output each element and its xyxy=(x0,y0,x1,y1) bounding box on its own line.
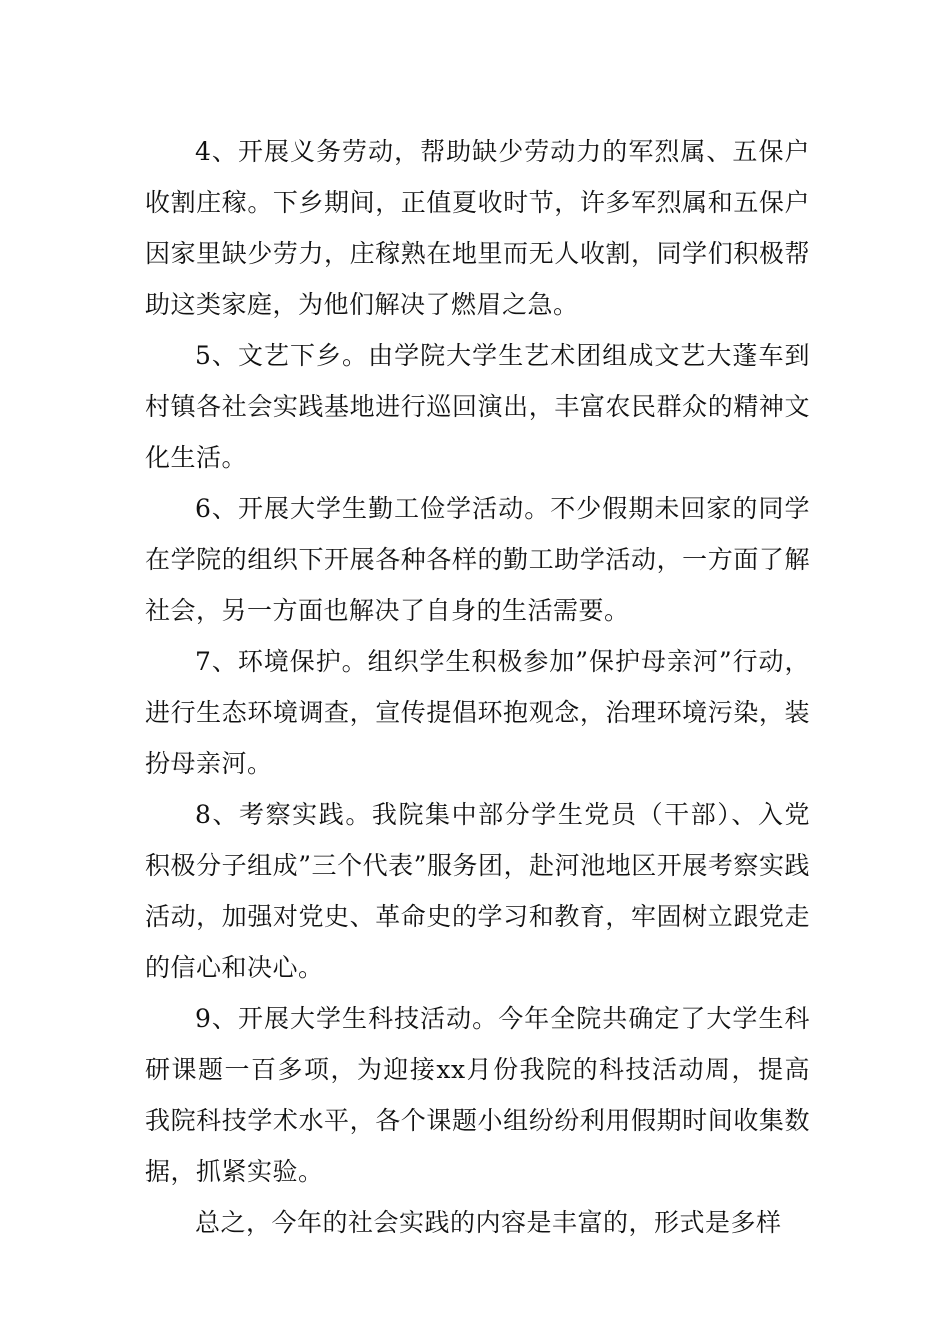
paragraph-item-5: 5、文艺下乡。由学院大学生艺术团组成文艺大蓬车到村镇各社会实践基地进行巡回演出，丰富农民群众的精神文化生活。 xyxy=(145,341,810,472)
paragraph-item-9: 9、开展大学生科技活动。今年全院共确定了大学生科研课题一百多项，为迎接xx月份我院的科技活动周，提高我院科技学术水平，各个课题小组纷纷利用假期时间收集数据，抓紧实验。 xyxy=(145,1004,810,1186)
paragraph-item-4: 4、开展义务劳动，帮助缺少劳动力的军烈属、五保户收割庄稼。下乡期间，正值夏收时节，许多军烈属和五保户因家里缺少劳力，庄稼熟在地里而无人收割，同学们积极帮助这类家庭，为他们解决了燃眉之急。 xyxy=(145,137,810,319)
document-body xyxy=(145,126,810,1248)
paragraph-item-6: 6、开展大学生勤工俭学活动。不少假期未回家的同学在学院的组织下开展各种各样的勤工助学活动，一方面了解社会，另一方面也解决了自身的生活需要。 xyxy=(145,494,810,625)
paragraph-item-8: 8、考察实践。我院集中部分学生党员（干部）、入党积极分子组成”三个代表”服务团，赴河池地区开展考察实践活动，加强对党史、革命史的学习和教育，牢固树立跟党走的信心和决心。 xyxy=(145,800,810,982)
paragraph-item-7: 7、环境保护。组织学生积极参加”保护母亲河”行动，进行生态环境调查，宣传提倡环抱观念，治理环境污染，装扮母亲河。 xyxy=(145,647,810,778)
paragraph-summary: 总之，今年的社会实践的内容是丰富的，形式是多样 xyxy=(195,1208,782,1237)
